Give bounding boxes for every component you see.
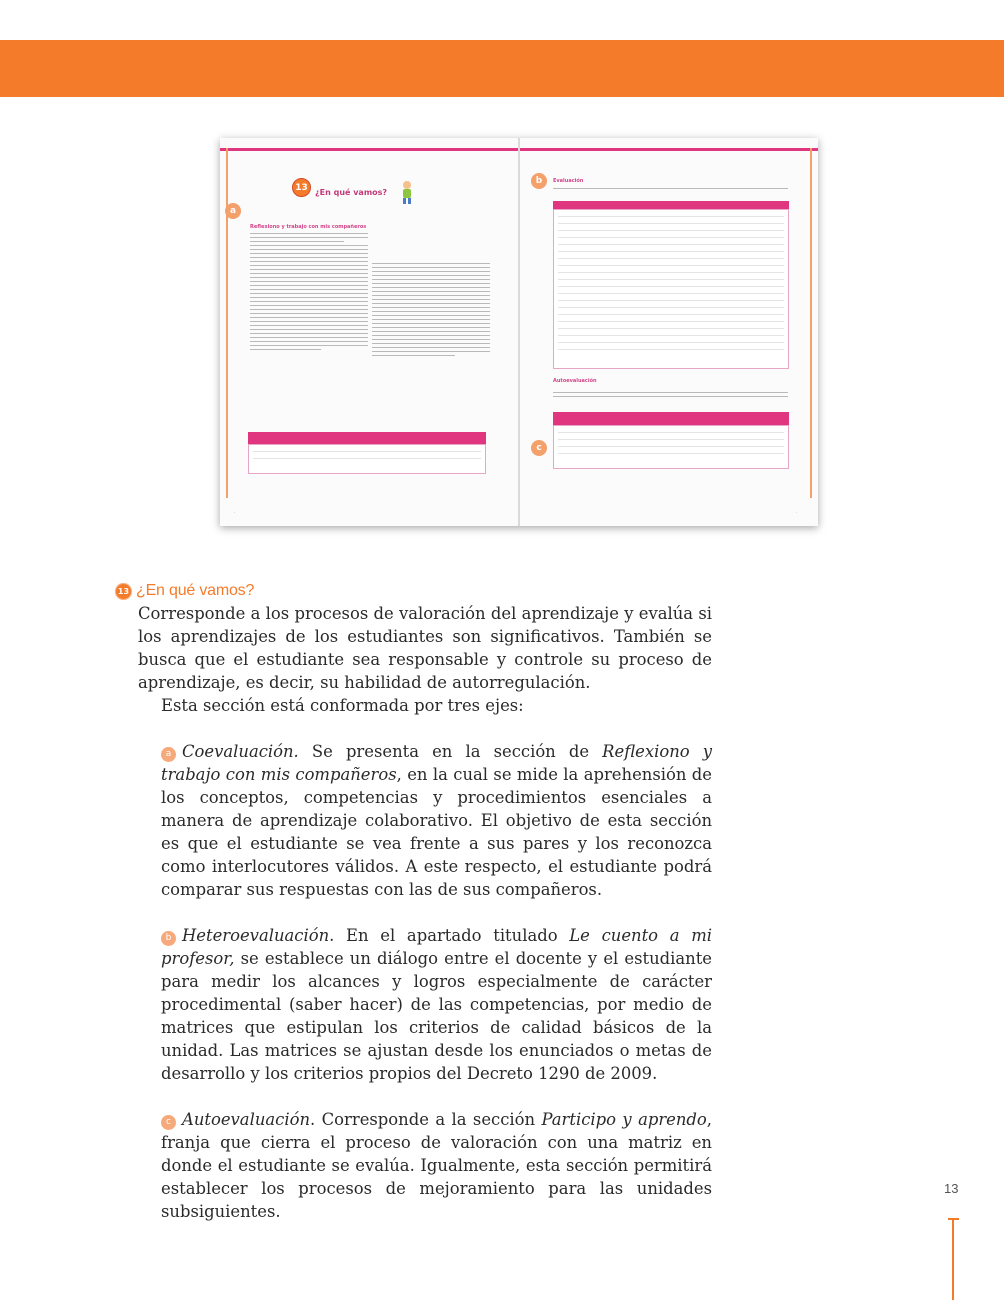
intro-paragraph: Corresponde a los procesos de valoración del aprendizaje y evalúa si los aprendizajes de los estudiantes son significativos. También se busca que el estudiante sea responsable y controle su proceso de aprendizaje, es decir, su habilidad de autorregulación.	[138, 604, 712, 692]
axis-item-autoevaluacion	[161, 1108, 712, 1223]
spread-gutter	[518, 138, 520, 526]
item-reference: Le cuento a mi profesor,	[161, 926, 713, 968]
item-reference: Reflexiono y trabajo con mis compañeros	[161, 742, 712, 784]
thumb-text-block	[553, 188, 788, 192]
section-heading-row	[115, 580, 715, 602]
page-edge-line	[952, 1218, 954, 1300]
item-text: . Corresponde a la sección	[310, 1110, 542, 1129]
item-term: Coevaluación.	[182, 742, 299, 761]
child-illustration-icon	[400, 180, 414, 204]
item-term: Autoevaluación	[182, 1110, 310, 1129]
thumb-text-block	[372, 263, 490, 359]
axis-item-heteroevaluacion	[161, 924, 712, 1085]
thumb-subheading: Reflexiono y trabajo con mis compañeros	[250, 224, 367, 230]
thumb-folio-right: ·	[796, 510, 798, 515]
thumb-title: ¿En qué vamos?	[315, 188, 388, 197]
section-en-que-vamos	[115, 580, 715, 1223]
thumb-marker-c: c	[531, 440, 547, 456]
thumb-self-eval-table	[553, 425, 789, 469]
item-text: , franja que cierra el proceso de valoración con una matriz en donde el estudiante se evalúa. Igualmente, esta sección permitirá establecer los procesos de mejoramiento para las unidades subsiguientes.	[161, 1110, 713, 1221]
thumb-marker-b: b	[531, 173, 547, 189]
axis-item-coevaluacion	[161, 740, 712, 901]
item-reference: Participo y aprendo	[541, 1110, 707, 1129]
thumb-section-number: 13	[292, 178, 311, 197]
thumb-table	[248, 444, 486, 474]
right-page-rule	[520, 148, 818, 151]
item-text: En el apartado titulado	[334, 926, 570, 945]
page-number: 13	[944, 1181, 959, 1196]
item-term: Heteroevaluación.	[182, 926, 335, 945]
thumb-text-block	[553, 392, 788, 400]
letter-b-icon: b	[161, 931, 176, 946]
left-page-rule	[220, 148, 518, 151]
thumb-right-heading-2: Autoevaluación	[553, 378, 597, 384]
thumb-text-block	[250, 233, 368, 353]
header-band	[0, 40, 1004, 97]
right-margin-bar	[810, 148, 812, 498]
section-number-badge: 13	[115, 583, 132, 600]
book-spread-thumbnail	[220, 138, 818, 526]
thumb-matrix	[553, 209, 789, 369]
thumb-right-heading: Evaluación	[553, 178, 584, 184]
section-title: ¿En qué vamos?	[136, 582, 255, 599]
thumb-folio-left: ·	[234, 510, 236, 515]
axes-lead-in: Esta sección está conformada por tres ejes:	[161, 696, 524, 715]
letter-c-icon: c	[161, 1115, 176, 1130]
thumb-table-header	[248, 432, 486, 444]
thumb-marker-a: a	[225, 203, 241, 219]
letter-a-icon: a	[161, 747, 176, 762]
item-text: , en la cual se mide la aprehensión de los conceptos, competencias y procedimientos esenciales a manera de aprendizaje colaborativo. El objetivo de esta sección es que el estudiante se vea frente a sus pares y los reconozca como interlocutores válidos. A este respecto, el estudiante podrá comparar sus respuestas con las de sus compañeros.	[161, 765, 712, 899]
item-text: se establece un diálogo entre el docente y el estudiante para medir los alcances y logros especialmente de carácter procedimental (saber hacer) de las competencias, por medio de matrices que estipulan los criterios de calidad básicos de la unidad. Las matrices se ajustan desde los enunciados o metas de desarrollo y los criterios propios del Decreto 1290 de 2009.	[161, 949, 712, 1083]
thumb-matrix-header	[553, 201, 789, 209]
thumb-self-eval-header	[553, 412, 789, 425]
left-margin-bar	[226, 148, 228, 498]
item-text: Se presenta en la sección de	[298, 742, 603, 761]
